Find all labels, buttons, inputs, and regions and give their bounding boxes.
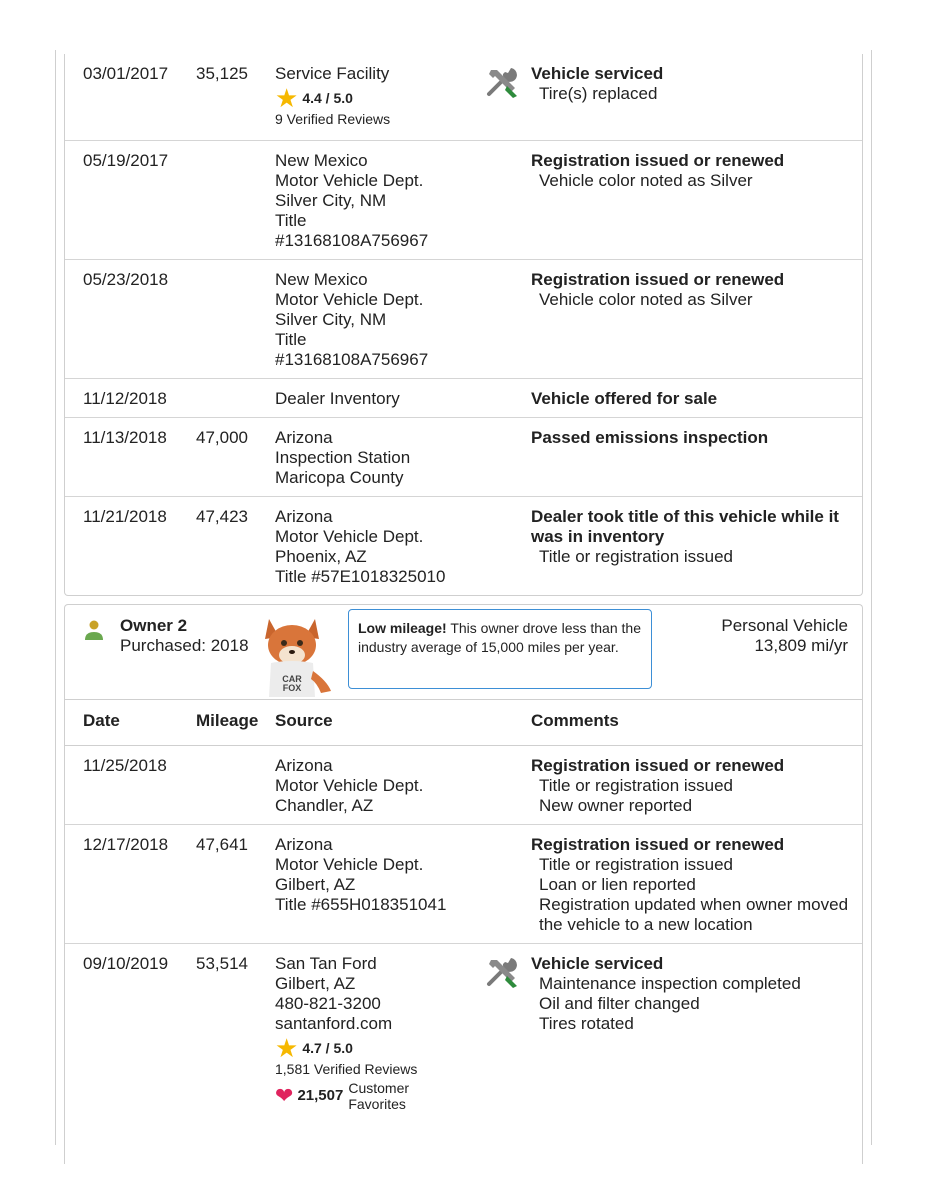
owner-title: Owner 2 bbox=[120, 616, 188, 635]
source-line: Arizona bbox=[275, 835, 333, 854]
comment-title: Vehicle serviced bbox=[531, 64, 664, 83]
row-date: 03/01/2017 bbox=[83, 64, 169, 83]
comment-title: Registration issued or renewed bbox=[531, 270, 785, 289]
source-line: Motor Vehicle Dept. bbox=[275, 855, 424, 874]
row-comments bbox=[531, 389, 851, 409]
page-rule-right bbox=[871, 50, 872, 1145]
comment-title: Vehicle offered for sale bbox=[531, 389, 718, 408]
column-header-mileage: Mileage bbox=[196, 711, 259, 730]
rating bbox=[275, 83, 475, 113]
low-mileage-callout bbox=[348, 609, 652, 689]
tools-icon bbox=[485, 954, 521, 990]
comment-detail: Tire(s) replaced bbox=[539, 84, 658, 103]
vehicle-type: Personal Vehicle bbox=[721, 616, 848, 635]
column-header-date: Date bbox=[83, 711, 120, 730]
svg-text:CAR: CAR bbox=[282, 674, 302, 684]
rating bbox=[275, 1033, 475, 1063]
source-line: New Mexico bbox=[275, 151, 368, 170]
row-comments bbox=[531, 428, 851, 448]
comment-detail: Title or registration issued bbox=[539, 855, 734, 874]
source-line: Motor Vehicle Dept. bbox=[275, 527, 424, 546]
comment-title: Registration issued or renewed bbox=[531, 835, 785, 854]
row-date: 12/17/2018 bbox=[83, 835, 169, 854]
source-line: #13168108A756967 bbox=[275, 231, 429, 250]
verified-reviews[interactable]: 1,581 Verified Reviews bbox=[275, 1061, 418, 1077]
source-line: Chandler, AZ bbox=[275, 796, 374, 815]
row-comments bbox=[531, 835, 851, 935]
vehicle-usage bbox=[721, 616, 848, 656]
favorites-label: Customer Favorites bbox=[348, 1080, 410, 1112]
row-mileage: 35,125 bbox=[196, 64, 248, 83]
heart-icon: ❤ bbox=[275, 1083, 294, 1108]
row-source bbox=[275, 507, 475, 587]
table-header bbox=[65, 700, 862, 746]
row-source bbox=[275, 389, 475, 409]
source-line: Motor Vehicle Dept. bbox=[275, 776, 424, 795]
table-row bbox=[65, 497, 862, 593]
source-line: Gilbert, AZ bbox=[275, 974, 356, 993]
column-header-comments: Comments bbox=[531, 711, 619, 730]
column-header-source: Source bbox=[275, 711, 333, 730]
row-date: 11/13/2018 bbox=[83, 428, 167, 447]
source-line: Phoenix, AZ bbox=[275, 547, 367, 566]
owner2-history-panel bbox=[64, 604, 863, 1164]
row-date: 11/21/2018 bbox=[83, 507, 167, 526]
table-row bbox=[65, 418, 862, 497]
source-line[interactable]: Service Facility bbox=[275, 64, 390, 83]
comment-detail: New owner reported bbox=[539, 796, 693, 815]
row-source bbox=[275, 954, 475, 1112]
person-icon bbox=[83, 619, 105, 641]
comment-detail: Loan or lien reported bbox=[539, 875, 696, 894]
source-line: Title #655H018351041 bbox=[275, 895, 447, 914]
callout-text: This owner drove less than the industry average of 15,000 miles per year. bbox=[358, 620, 641, 655]
source-line: Title bbox=[275, 330, 307, 349]
row-comments bbox=[531, 954, 851, 1034]
owner-purchased: Purchased: 2018 bbox=[120, 636, 249, 655]
row-date: 11/12/2018 bbox=[83, 389, 167, 408]
verified-reviews[interactable]: 9 Verified Reviews bbox=[275, 111, 391, 127]
source-line: Gilbert, AZ bbox=[275, 875, 356, 894]
table-row bbox=[65, 944, 862, 1164]
favorites-count: 21,507 bbox=[297, 1087, 344, 1104]
tools-icon bbox=[485, 64, 521, 100]
source-line: Silver City, NM bbox=[275, 191, 387, 210]
svg-text:FOX: FOX bbox=[282, 683, 302, 693]
row-source bbox=[275, 151, 475, 251]
row-source bbox=[275, 270, 475, 370]
comment-detail: Title or registration issued bbox=[539, 776, 734, 795]
comment-detail: Tires rotated bbox=[539, 1014, 634, 1033]
row-source bbox=[275, 428, 475, 488]
dealer-website-link[interactable]: santanford.com bbox=[275, 1014, 393, 1033]
comment-detail: Maintenance inspection completed bbox=[539, 974, 801, 993]
page-rule-left bbox=[55, 50, 56, 1145]
source-line: Title bbox=[275, 211, 307, 230]
row-date: 05/19/2017 bbox=[83, 151, 169, 170]
source-line: Arizona bbox=[275, 507, 333, 526]
table-row bbox=[65, 746, 862, 825]
row-date: 11/25/2018 bbox=[83, 756, 167, 775]
callout-highlight: Low mileage! bbox=[358, 620, 447, 636]
row-source bbox=[275, 756, 475, 816]
comment-detail: Vehicle color noted as Silver bbox=[539, 290, 753, 309]
row-comments bbox=[531, 756, 851, 816]
table-row bbox=[65, 141, 862, 260]
row-comments bbox=[531, 151, 851, 191]
source-line: Title #57E1018325010 bbox=[275, 567, 446, 586]
rating-value: 4.7 / 5.0 bbox=[302, 1040, 353, 1056]
row-source bbox=[275, 835, 475, 915]
source-line: Silver City, NM bbox=[275, 310, 387, 329]
carfox-mascot-icon bbox=[257, 611, 337, 699]
source-line: Maricopa County bbox=[275, 468, 404, 487]
row-source bbox=[275, 64, 475, 128]
comment-detail: Vehicle color noted as Silver bbox=[539, 171, 753, 190]
rating-value: 4.4 / 5.0 bbox=[302, 90, 353, 106]
source-line: Dealer Inventory bbox=[275, 389, 400, 408]
row-comments bbox=[531, 270, 851, 310]
comment-detail: Oil and filter changed bbox=[539, 994, 700, 1013]
row-mileage: 53,514 bbox=[196, 954, 248, 973]
row-mileage: 47,423 bbox=[196, 507, 248, 526]
dealer-name[interactable]: San Tan Ford bbox=[275, 954, 377, 973]
customer-favorites bbox=[275, 1080, 475, 1112]
row-date: 05/23/2018 bbox=[83, 270, 169, 289]
source-line: New Mexico bbox=[275, 270, 368, 289]
comment-detail: Title or registration issued bbox=[539, 547, 734, 566]
comment-detail: Registration updated when owner moved the vehicle to a new location bbox=[539, 895, 849, 934]
comment-title: Passed emissions inspection bbox=[531, 428, 769, 447]
comment-title: Vehicle serviced bbox=[531, 954, 664, 973]
source-line: Inspection Station bbox=[275, 448, 411, 467]
row-mileage: 47,000 bbox=[196, 428, 248, 447]
comment-title: Registration issued or renewed bbox=[531, 756, 785, 775]
comment-title: Dealer took title of this vehicle while it was in inventory bbox=[531, 507, 839, 546]
table-row bbox=[65, 825, 862, 944]
table-row bbox=[65, 260, 862, 379]
dealer-phone[interactable]: 480-821-3200 bbox=[275, 994, 381, 1013]
row-date: 09/10/2019 bbox=[83, 954, 169, 973]
table-row bbox=[65, 379, 862, 418]
star-icon: ★ bbox=[275, 1033, 299, 1063]
row-mileage: 47,641 bbox=[196, 835, 248, 854]
table-row bbox=[65, 54, 862, 141]
owner1-history-panel bbox=[64, 54, 863, 596]
row-comments bbox=[531, 64, 851, 104]
source-line: Motor Vehicle Dept. bbox=[275, 171, 424, 190]
owner-header bbox=[65, 605, 862, 700]
mileage-per-year: 13,809 mi/yr bbox=[754, 636, 848, 655]
star-icon: ★ bbox=[275, 83, 299, 113]
source-line: Motor Vehicle Dept. bbox=[275, 290, 424, 309]
source-line: Arizona bbox=[275, 428, 333, 447]
comment-title: Registration issued or renewed bbox=[531, 151, 785, 170]
source-line: Arizona bbox=[275, 756, 333, 775]
source-line: #13168108A756967 bbox=[275, 350, 429, 369]
row-comments bbox=[531, 507, 851, 567]
